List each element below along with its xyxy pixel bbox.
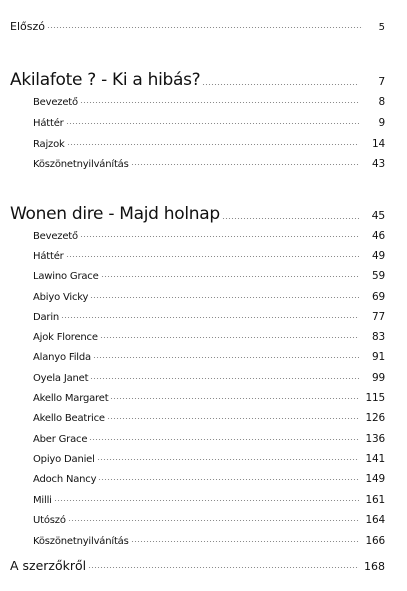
toc-subentry-title: Aber Grace (33, 434, 88, 445)
toc-subentry-page: 46 (372, 230, 385, 242)
toc-chapter-title: Akilafote ? - Ki a hibás? (10, 70, 201, 90)
dot-leader (80, 236, 359, 237)
toc-subentry-title: Darin (33, 312, 60, 323)
toc-subentry[interactable] (33, 535, 385, 547)
toc-subentry-title: Oyela Janet (33, 373, 89, 384)
dot-leader (100, 337, 359, 338)
dot-leader (110, 398, 359, 399)
toc-subentry-title: Rajzok (33, 139, 65, 150)
toc-subentry-title: Adoch Nancy (33, 474, 97, 485)
toc-subentry-title: Háttér (33, 118, 64, 129)
dot-leader (101, 276, 359, 277)
toc-subentry-title: Köszönetnyilvánítás (33, 536, 129, 547)
toc-subentry[interactable] (33, 331, 385, 343)
toc-chapter-2[interactable] (10, 204, 385, 224)
toc-subentry-page: 49 (372, 250, 385, 262)
toc-subentry[interactable] (33, 270, 385, 282)
toc-subentry[interactable] (33, 453, 385, 465)
toc-subentry-page: 77 (372, 311, 385, 323)
toc-subentry-page: 69 (372, 291, 385, 303)
toc-subentry[interactable] (33, 291, 385, 303)
toc-entry-page: 5 (378, 22, 385, 33)
toc-subentry-page: 91 (372, 351, 385, 363)
dot-leader (47, 27, 363, 28)
toc-subentry-page: 115 (365, 392, 385, 404)
dot-leader (68, 520, 359, 521)
toc-subentry-title: Lawino Grace (33, 271, 99, 282)
dot-leader (61, 317, 359, 318)
toc-subentry[interactable] (33, 412, 385, 424)
toc-subentry-page: 166 (365, 535, 385, 547)
dot-leader (54, 500, 359, 501)
toc-subentry[interactable] (33, 494, 385, 506)
toc-subentry-title: Utószó (33, 515, 66, 526)
dot-leader (66, 123, 359, 124)
toc-subentry-title: Alanyo Filda (33, 352, 91, 363)
toc-subentry-page: 59 (372, 270, 385, 282)
toc-subentry[interactable] (33, 230, 385, 242)
toc-subentry-title: Háttér (33, 251, 64, 262)
toc-subentry-title: Köszönetnyilvánítás (33, 159, 129, 170)
dot-leader (107, 418, 359, 419)
toc-entry-title: Előszó (10, 20, 45, 33)
toc-subentry-title: Milli (33, 495, 52, 506)
toc-subentry-page: 43 (372, 158, 385, 170)
toc-entry-page: 168 (364, 560, 385, 573)
toc-subentry-title: Bevezető (33, 231, 78, 242)
toc-subentry-page: 99 (372, 372, 385, 384)
toc-subentry[interactable] (33, 351, 385, 363)
toc-subentry-page: 8 (378, 96, 385, 108)
dot-leader (97, 459, 359, 460)
dot-leader (66, 256, 359, 257)
dot-leader (202, 84, 359, 85)
dot-leader (98, 479, 359, 480)
toc-subentry[interactable] (33, 96, 385, 108)
toc-subentry-page: 136 (365, 433, 385, 445)
toc-subentry-title: Akello Beatrice (33, 413, 105, 424)
toc-chapter-page: 7 (378, 75, 385, 88)
toc-subentry-page: 83 (372, 331, 385, 343)
toc-subentry[interactable] (33, 250, 385, 262)
dot-leader (88, 567, 359, 568)
toc-subentry-title: Abiyo Vicky (33, 292, 89, 303)
toc-subentry[interactable] (33, 158, 385, 170)
toc-chapter-page: 45 (371, 209, 385, 222)
dot-leader (80, 102, 359, 103)
dot-leader (90, 297, 359, 298)
toc-subentry[interactable] (33, 514, 385, 526)
dot-leader (90, 378, 359, 379)
toc-subentry-page: 9 (378, 117, 385, 129)
toc-subentry[interactable] (33, 117, 385, 129)
toc-entry-title: A szerzőkről (10, 558, 87, 573)
toc-subentry[interactable] (33, 138, 385, 150)
toc-subentry-page: 149 (365, 473, 385, 485)
toc-subentry-page: 126 (365, 412, 385, 424)
dot-leader (89, 439, 359, 440)
dot-leader (131, 541, 359, 542)
toc-subentry[interactable] (33, 311, 385, 323)
toc-subentry[interactable] (33, 372, 385, 384)
toc-subentry-page: 164 (365, 514, 385, 526)
toc-subentry[interactable] (33, 392, 385, 404)
toc-subentry-page: 14 (372, 138, 385, 150)
toc-subentry-title: Opiyo Daniel (33, 454, 95, 465)
dot-leader (67, 144, 359, 145)
toc-subentry[interactable] (33, 433, 385, 445)
dot-leader (93, 357, 359, 358)
toc-subentry-title: Akello Margaret (33, 393, 109, 404)
toc-chapter-title: Wonen dire - Majd holnap (10, 204, 220, 224)
toc-subentry-page: 141 (365, 453, 385, 465)
dot-leader (131, 164, 359, 165)
toc-entry-authors[interactable] (10, 558, 385, 573)
toc-subentry-title: Bevezető (33, 97, 78, 108)
toc-subentry-page: 161 (365, 494, 385, 506)
toc-subentry-title: Ajok Florence (33, 332, 98, 343)
toc-entry-foreword[interactable] (10, 20, 385, 33)
dot-leader (222, 218, 359, 219)
toc-chapter-1[interactable] (10, 70, 385, 90)
toc-subentry[interactable] (33, 473, 385, 485)
